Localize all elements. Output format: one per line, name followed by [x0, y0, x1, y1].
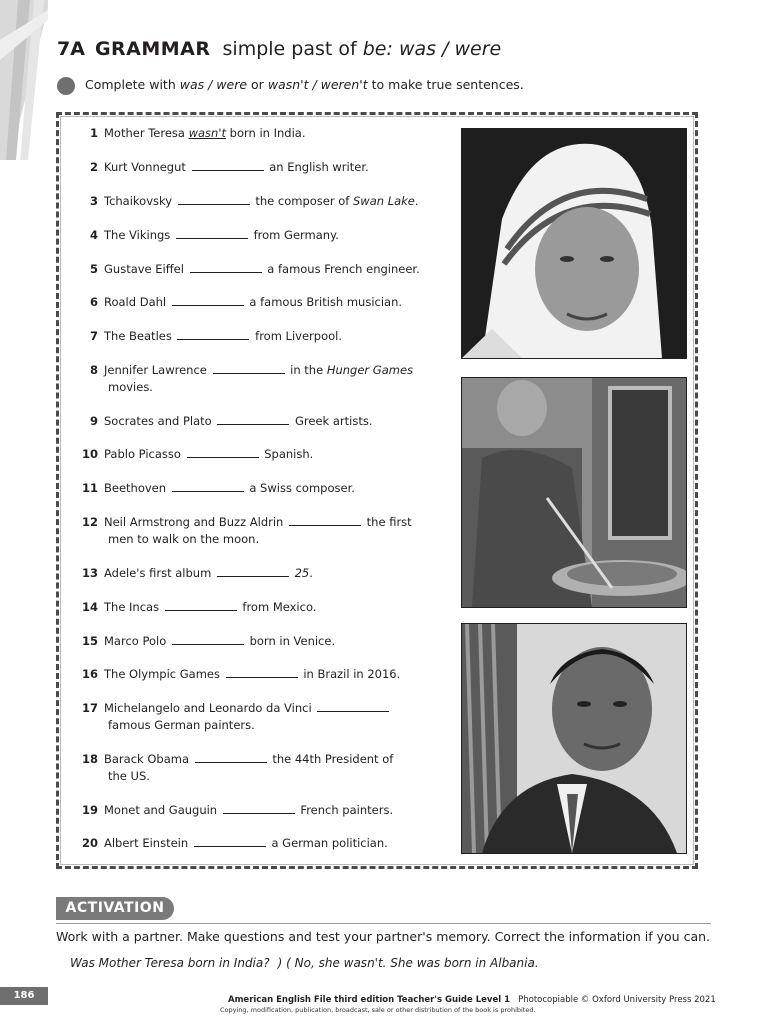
activation-label: ACTIVATION [56, 897, 174, 920]
instruction-pre: Complete with [85, 77, 176, 92]
answer-blank[interactable] [217, 565, 289, 577]
item-number: 4 [89, 228, 98, 242]
answer-blank[interactable] [172, 633, 244, 645]
exercise-item [76, 751, 393, 785]
item-continuation: famous German painters. [108, 718, 255, 732]
instruction-post: to make true sentences. [371, 77, 524, 92]
item-subject: Beethoven [104, 481, 167, 495]
item-number: 10 [81, 447, 98, 461]
answer-blank[interactable] [172, 294, 244, 306]
answer-blank[interactable] [178, 193, 250, 205]
item-number: 3 [89, 194, 98, 208]
item-number: 15 [81, 634, 98, 648]
item-predicate: born in India. [229, 126, 306, 140]
answer-blank[interactable] [194, 835, 266, 847]
exercise-item [76, 159, 369, 176]
item-number: 20 [81, 836, 98, 850]
exercise-item [76, 514, 412, 548]
item-subject: Mother Teresa [104, 126, 185, 140]
item-number: 2 [89, 160, 98, 174]
item-predicate: French painters. [300, 803, 394, 817]
item-subject: Monet and Gauguin [104, 803, 218, 817]
item-subject: Barack Obama [104, 752, 189, 766]
exercise-item [76, 294, 402, 311]
item-continuation: movies. [108, 380, 153, 394]
item-number: 17 [81, 701, 98, 715]
photo-barack-obama [461, 623, 687, 854]
title-subtitle-verb: be [362, 38, 387, 60]
item-number: 1 [89, 126, 98, 140]
footer-book: American English File third edition Teacher's Guide Level 1 [228, 995, 511, 1005]
exercise-item [76, 446, 313, 463]
exercise-item [76, 227, 339, 244]
item-subject: Michelangelo and Leonardo da Vinci [104, 701, 312, 715]
item-continuation: men to walk on the moon. [108, 532, 260, 546]
exercise-item [76, 362, 413, 396]
item-number: 14 [81, 600, 98, 614]
item-predicate: the 44th President of [272, 752, 394, 766]
item-number: 8 [89, 363, 98, 377]
item-predicate: from Liverpool. [255, 329, 342, 343]
item-subject: Socrates and Plato [104, 414, 212, 428]
item-subject: The Incas [104, 600, 160, 614]
item-subject: Jennifer Lawrence [104, 363, 207, 377]
answer-blank[interactable] [223, 802, 295, 814]
item-italic-title: Hunger Games [326, 363, 414, 377]
activation-example [70, 956, 539, 970]
example-question: Was Mother Teresa born in India? [70, 956, 270, 970]
title-code: 7A [57, 38, 85, 60]
item-predicate: from Mexico. [242, 600, 317, 614]
item-predicate: a famous French engineer. [267, 262, 420, 276]
speech-bubble-icon: ) ( [277, 956, 291, 970]
page-title [57, 38, 501, 60]
answer-blank[interactable] [177, 328, 249, 340]
item-predicate: the composer of [255, 194, 350, 208]
footer-notice: Copying, modification, publication, broadcast, sale or other distribution of the book is prohibited. [220, 1006, 536, 1014]
item-italic-title: Swan Lake [353, 194, 415, 208]
exercise-item [76, 261, 420, 278]
item-subject: Tchaikovsky [104, 194, 173, 208]
footer-copyright: Photocopiable © Oxford University Press 2021 [518, 995, 716, 1005]
item-number: 7 [89, 329, 98, 343]
exercise-item [76, 413, 372, 430]
answer-blank[interactable] [317, 700, 389, 712]
item-predicate: the first [366, 515, 412, 529]
item-number: 16 [81, 667, 98, 681]
item-predicate: born in Venice. [249, 634, 336, 648]
item-number: 9 [89, 414, 98, 428]
photo-mother-teresa [461, 128, 687, 359]
instruction-forms2: wasn't / weren't [267, 77, 368, 92]
item-predicate: an English writer. [269, 160, 369, 174]
exercise-item [76, 480, 355, 497]
item-example-answer: wasn't [188, 126, 227, 140]
exercise-item [76, 125, 306, 142]
exercise-item [76, 328, 342, 345]
exercise-item [76, 666, 400, 683]
answer-blank[interactable] [217, 413, 289, 425]
answer-blank[interactable] [190, 261, 262, 273]
answer-blank[interactable] [192, 159, 264, 171]
instruction-forms1: was / were [179, 77, 248, 92]
item-predicate: a famous British musician. [249, 295, 403, 309]
activation-divider [56, 923, 711, 924]
page-number: 186 [0, 987, 48, 1005]
item-punctuation: . [414, 194, 419, 208]
title-section: GRAMMAR [94, 38, 211, 60]
exercise-instruction [85, 77, 524, 92]
footer-credit [228, 995, 716, 1005]
answer-blank[interactable] [172, 480, 244, 492]
item-number: 11 [81, 481, 98, 495]
item-subject: Kurt Vonnegut [104, 160, 186, 174]
exercise-item [76, 633, 335, 650]
item-number: 19 [81, 803, 98, 817]
activation-instruction: Work with a partner. Make questions and test your partner's memory. Correct the information if you can. [56, 929, 710, 944]
answer-blank[interactable] [187, 446, 259, 458]
answer-blank[interactable] [226, 666, 298, 678]
title-subtitle-forms: : was / were [386, 38, 502, 60]
item-subject: Albert Einstein [104, 836, 189, 850]
item-predicate: a Swiss composer. [249, 481, 355, 495]
corner-decoration [0, 0, 48, 160]
item-predicate: Spanish. [264, 447, 314, 461]
item-predicate: in Brazil in 2016. [303, 667, 401, 681]
item-subject: The Vikings [104, 228, 171, 242]
instruction-mid: or [251, 77, 264, 92]
item-predicate: Greek artists. [295, 414, 373, 428]
exercise-bullet-icon [57, 77, 75, 95]
exercise-item [76, 599, 316, 616]
exercise-item [76, 835, 388, 852]
answer-blank[interactable] [195, 751, 267, 763]
answer-blank[interactable] [165, 599, 237, 611]
answer-blank[interactable] [213, 362, 285, 374]
item-subject: Gustave Eiffel [104, 262, 184, 276]
item-subject: The Beatles [104, 329, 172, 343]
exercise-item [76, 700, 391, 734]
item-number: 6 [89, 295, 98, 309]
exercise-item [76, 802, 393, 819]
item-predicate: in the [290, 363, 324, 377]
item-predicate: from Germany. [253, 228, 339, 242]
exercise-item [76, 193, 419, 210]
answer-blank[interactable] [176, 227, 248, 239]
item-subject: The Olympic Games [104, 667, 220, 681]
exercise-item [76, 565, 313, 582]
item-subject: Roald Dahl [104, 295, 167, 309]
item-punctuation: . [309, 566, 313, 580]
photo-pablo-picasso [461, 377, 687, 608]
title-subtitle-pre: simple past of [222, 38, 357, 60]
answer-blank[interactable] [289, 514, 361, 526]
item-continuation: the US. [108, 769, 150, 783]
item-number: 12 [81, 515, 98, 529]
item-predicate: a German politician. [271, 836, 388, 850]
item-number: 5 [89, 262, 98, 276]
item-subject: Marco Polo [104, 634, 167, 648]
item-subject: Pablo Picasso [104, 447, 181, 461]
item-subject: Adele's first album [104, 566, 212, 580]
item-number: 13 [81, 566, 98, 580]
item-italic-title: 25 [294, 566, 310, 580]
example-reply: No, she wasn't. She was born in Albania. [294, 956, 539, 970]
item-subject: Neil Armstrong and Buzz Aldrin [104, 515, 284, 529]
item-number: 18 [81, 752, 98, 766]
